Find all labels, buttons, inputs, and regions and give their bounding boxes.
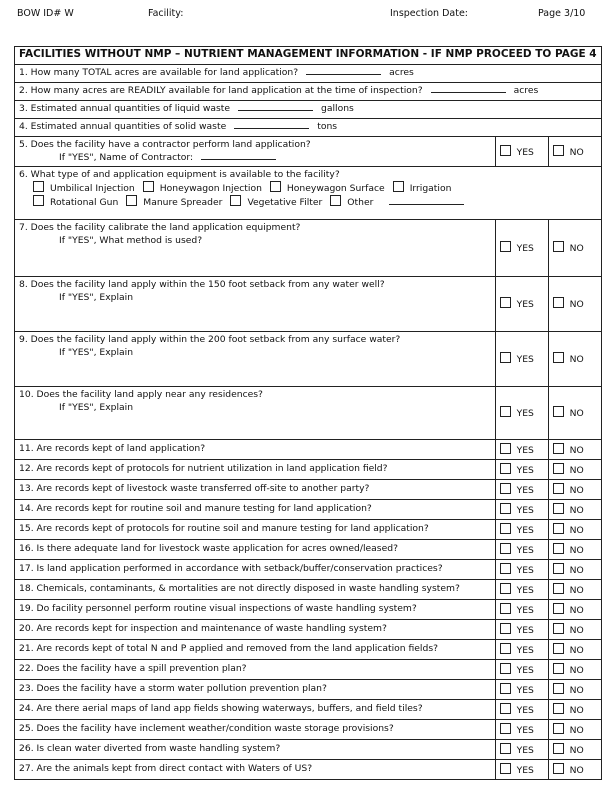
no-option[interactable]	[548, 332, 601, 387]
yes-label: YES	[516, 545, 534, 556]
checkbox-icon[interactable]	[553, 543, 564, 554]
no-label: NO	[569, 745, 584, 756]
question-text: 19. Do facility personnel perform routine visual inspections of waste handling system?	[19, 603, 417, 614]
solid-waste-input[interactable]	[234, 128, 309, 129]
yes-label: YES	[516, 745, 534, 756]
checkbox-icon[interactable]	[500, 663, 511, 674]
question-text: 27. Are the animals kept from direct contact with Waters of US?	[19, 763, 313, 774]
checkbox-icon[interactable]	[500, 352, 511, 363]
checkbox-icon[interactable]	[143, 181, 154, 192]
question-27	[15, 760, 496, 780]
no-label: NO	[569, 565, 584, 576]
no-label: NO	[569, 146, 584, 158]
checkbox-icon[interactable]	[126, 195, 137, 206]
no-option[interactable]	[548, 620, 601, 640]
checkbox-icon[interactable]	[500, 483, 511, 494]
question-text: 18. Chemicals, contaminants, & mortalities are not directly disposed in waste handling system?	[19, 583, 460, 594]
other-input[interactable]	[389, 204, 464, 205]
question-17	[15, 560, 496, 580]
checkbox-icon[interactable]	[500, 503, 511, 514]
yes-label: YES	[516, 605, 534, 616]
yes-option[interactable]	[495, 620, 548, 640]
no-label: NO	[569, 625, 584, 636]
checkbox-icon[interactable]	[500, 643, 511, 654]
question-text: 9. Does the facility land apply within the 200 foot setback from any surface water?	[19, 334, 401, 345]
option-label: Vegetative Filter	[247, 197, 323, 208]
question-19	[15, 600, 496, 620]
no-option[interactable]	[548, 580, 601, 600]
yes-label: YES	[516, 645, 534, 656]
checkbox-icon[interactable]	[553, 523, 564, 534]
yes-option[interactable]	[495, 332, 548, 387]
question-22	[15, 660, 496, 680]
question-text: 15. Are records kept of protocols for routine soil and manure testing for land application?	[19, 523, 429, 534]
question-text: 21. Are records kept of total N and P applied and removed from the land application fields?	[19, 643, 438, 654]
ready-acres-input[interactable]	[431, 92, 506, 93]
question-9	[15, 332, 496, 387]
yes-option[interactable]	[495, 580, 548, 600]
question-23	[15, 680, 496, 700]
yes-option[interactable]	[495, 660, 548, 680]
equipment-option[interactable]	[270, 181, 385, 195]
question-11	[15, 440, 496, 460]
question-text: 24. Are there aerial maps of land app fields showing waterways, buffers, and field tiles?	[19, 703, 423, 714]
yes-option[interactable]	[495, 520, 548, 540]
question-text: 4. Estimated annual quantities of solid waste	[19, 121, 227, 132]
yes-label: YES	[516, 765, 534, 776]
checkbox-icon[interactable]	[553, 743, 564, 754]
checkbox-icon[interactable]	[500, 623, 511, 634]
checkbox-icon[interactable]	[553, 583, 564, 594]
yes-option[interactable]	[495, 137, 548, 167]
unit-label: gallons	[321, 103, 354, 114]
yes-option[interactable]	[495, 440, 548, 460]
question-text: 13. Are records kept of livestock waste transferred off-site to another party?	[19, 483, 370, 494]
yes-label: YES	[516, 665, 534, 676]
checkbox-icon[interactable]	[553, 623, 564, 634]
question-18	[15, 580, 496, 600]
yes-option[interactable]	[495, 540, 548, 560]
question-24	[15, 700, 496, 720]
checkbox-icon[interactable]	[500, 743, 511, 754]
checkbox-icon[interactable]	[330, 195, 341, 206]
page-number: Page 3/10	[538, 8, 586, 19]
unit-label: acres	[513, 85, 539, 96]
checkbox-icon[interactable]	[230, 195, 241, 206]
checkbox-icon[interactable]	[553, 352, 564, 363]
checkbox-icon[interactable]	[553, 703, 564, 714]
question-subtext: If "YES", What method is used?	[59, 235, 203, 246]
question-4	[15, 119, 602, 137]
nutrient-management-table	[14, 46, 602, 780]
question-text: 8. Does the facility land apply within the 150 foot setback from any water well?	[19, 279, 385, 290]
yes-option[interactable]	[495, 760, 548, 780]
no-option[interactable]	[548, 500, 601, 520]
checkbox-icon[interactable]	[500, 703, 511, 714]
equipment-option[interactable]	[33, 181, 135, 195]
checkbox-icon[interactable]	[33, 195, 44, 206]
checkbox-icon[interactable]	[553, 683, 564, 694]
checkbox-icon[interactable]	[500, 683, 511, 694]
question-text: 26. Is clean water diverted from waste handling system?	[19, 743, 281, 754]
checkbox-icon[interactable]	[553, 463, 564, 474]
question-text: 25. Does the facility have inclement weather/condition waste storage provisions?	[19, 723, 394, 734]
question-1	[15, 65, 602, 83]
equipment-option[interactable]	[126, 195, 222, 209]
equipment-option[interactable]	[393, 181, 452, 195]
yes-label: YES	[516, 354, 534, 365]
yes-label: YES	[516, 146, 534, 158]
yes-label: YES	[516, 525, 534, 536]
question-text: 17. Is land application performed in accordance with setback/buffer/conservation practices?	[19, 563, 443, 574]
question-26	[15, 740, 496, 760]
no-label: NO	[569, 585, 584, 596]
question-21	[15, 640, 496, 660]
yes-label: YES	[516, 445, 534, 456]
no-option[interactable]	[548, 760, 601, 780]
question-text: 12. Are records kept of protocols for nutrient utilization in land application field?	[19, 463, 388, 474]
yes-option[interactable]	[495, 220, 548, 277]
no-option[interactable]	[548, 220, 601, 277]
checkbox-icon[interactable]	[500, 603, 511, 614]
bow-id-label: BOW ID# W	[17, 8, 74, 19]
no-label: NO	[569, 725, 584, 736]
question-3	[15, 101, 602, 119]
question-text: 10. Does the facility land apply near any residences?	[19, 389, 263, 400]
option-label: Manure Spreader	[143, 197, 223, 208]
no-option[interactable]	[548, 740, 601, 760]
question-5	[15, 137, 496, 167]
checkbox-icon[interactable]	[553, 643, 564, 654]
yes-option[interactable]	[495, 387, 548, 440]
yes-option[interactable]	[495, 740, 548, 760]
no-option[interactable]	[548, 560, 601, 580]
equipment-option[interactable]	[33, 195, 118, 209]
checkbox-icon[interactable]	[553, 241, 564, 252]
yes-label: YES	[516, 408, 534, 419]
facility-label: Facility:	[148, 8, 184, 19]
checkbox-icon[interactable]	[553, 145, 564, 156]
checkbox-icon[interactable]	[553, 503, 564, 514]
checkbox-icon[interactable]	[500, 463, 511, 474]
checkbox-icon[interactable]	[500, 297, 511, 308]
question-subtext: If "YES", Explain	[59, 347, 134, 358]
unit-label: acres	[389, 67, 414, 78]
unit-label: tons	[317, 121, 338, 132]
checkbox-icon[interactable]	[500, 406, 511, 417]
no-option[interactable]	[548, 460, 601, 480]
no-option[interactable]	[548, 277, 601, 332]
question-6	[15, 167, 602, 220]
option-label: Rotational Gun	[50, 197, 119, 208]
no-label: NO	[569, 665, 584, 676]
question-text: 14. Are records kept for routine soil and manure testing for land application?	[19, 503, 372, 514]
yes-option[interactable]	[495, 600, 548, 620]
yes-option[interactable]	[495, 277, 548, 332]
checkbox-icon[interactable]	[553, 563, 564, 574]
no-option[interactable]	[548, 640, 601, 660]
no-label: NO	[569, 505, 584, 516]
no-label: NO	[569, 545, 584, 556]
checkbox-icon[interactable]	[500, 583, 511, 594]
checkbox-icon[interactable]	[553, 297, 564, 308]
checkbox-icon[interactable]	[500, 443, 511, 454]
no-option[interactable]	[548, 680, 601, 700]
no-label: NO	[569, 605, 584, 616]
checkbox-icon[interactable]	[553, 406, 564, 417]
yes-label: YES	[516, 585, 534, 596]
yes-label: YES	[516, 243, 534, 254]
no-option[interactable]	[548, 480, 601, 500]
question-subtext: If "YES", Explain	[59, 402, 134, 413]
checkbox-icon[interactable]	[270, 181, 281, 192]
no-option[interactable]	[548, 660, 601, 680]
question-20	[15, 620, 496, 640]
checkbox-icon[interactable]	[553, 443, 564, 454]
yes-option[interactable]	[495, 720, 548, 740]
question-text: 22. Does the facility have a spill prevention plan?	[19, 663, 247, 674]
checkbox-icon[interactable]	[553, 603, 564, 614]
no-option[interactable]	[548, 387, 601, 440]
yes-option[interactable]	[495, 640, 548, 660]
question-25	[15, 720, 496, 740]
checkbox-icon[interactable]	[500, 523, 511, 534]
checkbox-icon[interactable]	[553, 483, 564, 494]
option-label: Honeywagon Injection	[159, 183, 262, 194]
question-7	[15, 220, 496, 277]
option-label: Honeywagon Surface	[286, 183, 385, 194]
checkbox-icon[interactable]	[553, 663, 564, 674]
no-option[interactable]	[548, 520, 601, 540]
no-option[interactable]	[548, 600, 601, 620]
question-2	[15, 83, 602, 101]
yes-label: YES	[516, 725, 534, 736]
yes-option[interactable]	[495, 500, 548, 520]
checkbox-icon[interactable]	[500, 241, 511, 252]
yes-label: YES	[516, 685, 534, 696]
equipment-option[interactable]	[230, 195, 322, 209]
yes-option[interactable]	[495, 680, 548, 700]
no-label: NO	[569, 465, 584, 476]
option-label: Other	[347, 197, 374, 208]
no-option[interactable]	[548, 137, 601, 167]
option-label: Umbilical Injection	[50, 183, 135, 194]
checkbox-icon[interactable]	[500, 563, 511, 574]
question-text: 1. How many TOTAL acres are available for land application?	[19, 67, 299, 78]
yes-option[interactable]	[495, 700, 548, 720]
liquid-waste-input[interactable]	[238, 110, 313, 111]
no-label: NO	[569, 705, 584, 716]
no-label: NO	[569, 408, 584, 419]
checkbox-icon[interactable]	[553, 723, 564, 734]
question-16	[15, 540, 496, 560]
question-12	[15, 460, 496, 480]
section-title: FACILITIES WITHOUT NMP – NUTRIENT MANAGEMENT INFORMATION - IF NMP PROCEED TO PAGE 4	[15, 47, 602, 65]
question-text: 16. Is there adequate land for livestock waste application for acres owned/leased?	[19, 543, 398, 554]
checkbox-icon[interactable]	[500, 145, 511, 156]
no-option[interactable]	[548, 720, 601, 740]
question-10	[15, 387, 496, 440]
no-option[interactable]	[548, 540, 601, 560]
checkbox-icon[interactable]	[33, 181, 44, 192]
no-label: NO	[569, 243, 584, 254]
checkbox-icon[interactable]	[393, 181, 404, 192]
contractor-input[interactable]	[201, 159, 276, 160]
question-8	[15, 277, 496, 332]
question-text: 11. Are records kept of land application?	[19, 443, 206, 454]
yes-label: YES	[516, 505, 534, 516]
yes-label: YES	[516, 565, 534, 576]
checkbox-icon[interactable]	[500, 543, 511, 554]
checkbox-icon[interactable]	[553, 763, 564, 774]
yes-option[interactable]	[495, 560, 548, 580]
no-label: NO	[569, 354, 584, 365]
no-label: NO	[569, 485, 584, 496]
question-13	[15, 480, 496, 500]
no-option[interactable]	[548, 440, 601, 460]
question-14	[15, 500, 496, 520]
no-option[interactable]	[548, 700, 601, 720]
question-text: 2. How many acres are READILY available for land application at the time of inspection?	[19, 85, 423, 96]
yes-label: YES	[516, 625, 534, 636]
yes-label: YES	[516, 299, 534, 310]
no-label: NO	[569, 765, 584, 776]
yes-option[interactable]	[495, 480, 548, 500]
option-label: Irrigation	[409, 183, 452, 194]
no-label: NO	[569, 525, 584, 536]
question-text: 23. Does the facility have a storm water pollution prevention plan?	[19, 683, 327, 694]
equipment-option[interactable]	[330, 195, 373, 209]
inspection-date-label: Inspection Date:	[390, 8, 468, 19]
question-15	[15, 520, 496, 540]
yes-label: YES	[516, 465, 534, 476]
no-label: NO	[569, 645, 584, 656]
question-text: 20. Are records kept for inspection and maintenance of waste handling system?	[19, 623, 387, 634]
question-text: 5. Does the facility have a contractor perform land application?	[19, 139, 311, 150]
no-label: NO	[569, 299, 584, 310]
total-acres-input[interactable]	[306, 74, 381, 75]
question-text: 7. Does the facility calibrate the land application equipment?	[19, 222, 301, 233]
yes-label: YES	[516, 485, 534, 496]
yes-option[interactable]	[495, 460, 548, 480]
no-label: NO	[569, 685, 584, 696]
question-subtext: If "YES", Name of Contractor:	[59, 152, 194, 163]
checkbox-icon[interactable]	[500, 763, 511, 774]
question-subtext: If "YES", Explain	[59, 292, 134, 303]
question-text: 6. What type of and application equipment is available to the facility?	[19, 169, 340, 180]
no-label: NO	[569, 445, 584, 456]
checkbox-icon[interactable]	[500, 723, 511, 734]
equipment-option[interactable]	[143, 181, 262, 195]
yes-label: YES	[516, 705, 534, 716]
question-text: 3. Estimated annual quantities of liquid waste	[19, 103, 231, 114]
